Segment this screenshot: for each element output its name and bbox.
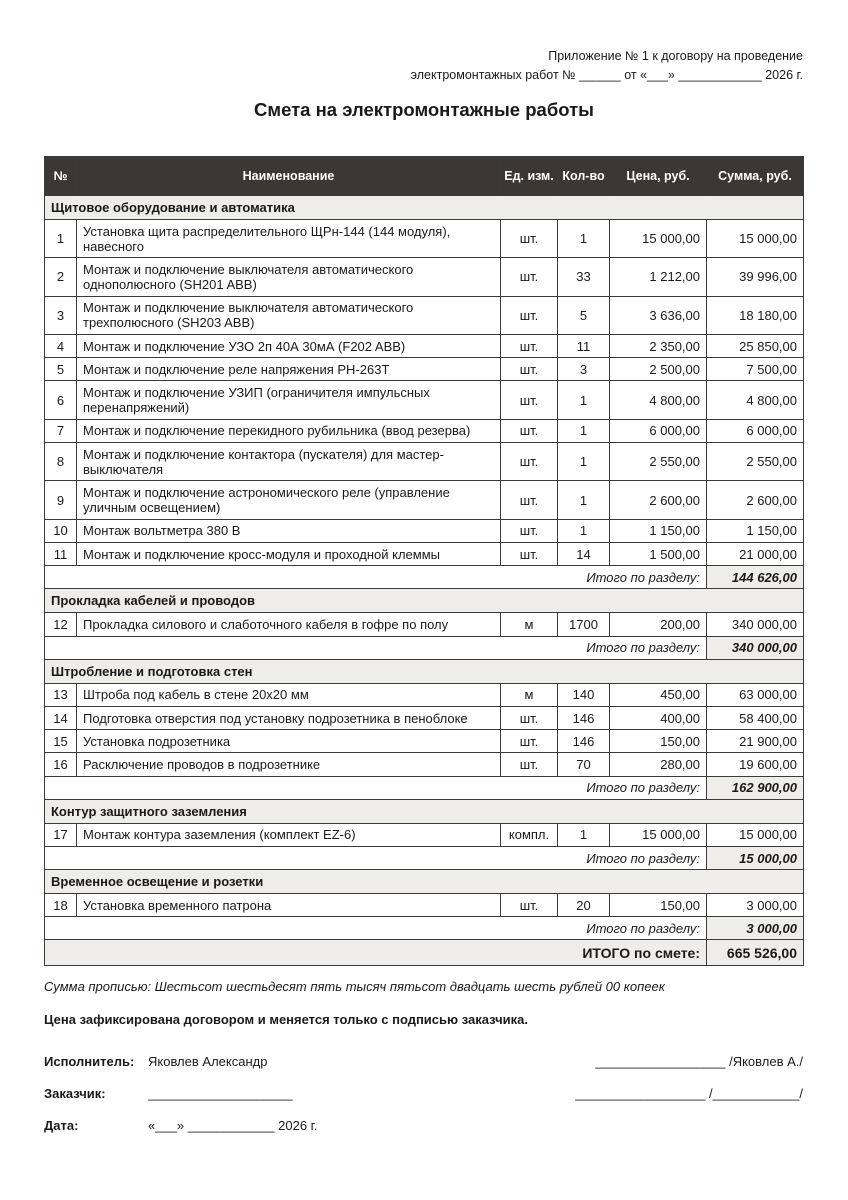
item-name: Установка временного патрона bbox=[77, 894, 501, 917]
item-number: 12 bbox=[45, 613, 77, 636]
item-unit: шт. bbox=[501, 358, 558, 381]
item-unit: компл. bbox=[501, 823, 558, 846]
item-unit: шт. bbox=[501, 381, 558, 419]
appendix-note bbox=[303, 47, 803, 85]
item-name: Монтаж и подключение реле напряжения РН-263Т bbox=[77, 358, 501, 381]
section-header-row bbox=[45, 659, 804, 683]
grand-total-value: 665 526,00 bbox=[707, 940, 804, 966]
item-quantity: 1 bbox=[558, 823, 610, 846]
item-price: 1 500,00 bbox=[610, 542, 707, 565]
section-title: Штробление и подготовка стен bbox=[45, 659, 804, 683]
estimate-table bbox=[44, 156, 804, 966]
subtotal-label: Итого по разделу: bbox=[45, 917, 707, 940]
section-title: Прокладка кабелей и проводов bbox=[45, 589, 804, 613]
table-row bbox=[45, 683, 804, 706]
section-subtotal-row bbox=[45, 917, 804, 940]
item-quantity: 70 bbox=[558, 753, 610, 776]
item-price: 280,00 bbox=[610, 753, 707, 776]
item-price: 200,00 bbox=[610, 613, 707, 636]
item-unit: шт. bbox=[501, 220, 558, 258]
subtotal-value: 162 900,00 bbox=[707, 776, 804, 799]
item-quantity: 1 bbox=[558, 220, 610, 258]
table-row bbox=[45, 706, 804, 729]
item-price: 2 600,00 bbox=[610, 481, 707, 519]
item-sum: 6 000,00 bbox=[707, 419, 804, 442]
item-number: 5 bbox=[45, 358, 77, 381]
section-title: Временное освещение и розетки bbox=[45, 870, 804, 894]
item-sum: 58 400,00 bbox=[707, 706, 804, 729]
item-price: 3 636,00 bbox=[610, 296, 707, 334]
item-quantity: 11 bbox=[558, 334, 610, 357]
item-number: 10 bbox=[45, 519, 77, 542]
subtotal-label: Итого по разделу: bbox=[45, 566, 707, 589]
item-sum: 2 550,00 bbox=[707, 443, 804, 481]
item-price: 15 000,00 bbox=[610, 823, 707, 846]
subtotal-label: Итого по разделу: bbox=[45, 776, 707, 799]
subtotal-label: Итого по разделу: bbox=[45, 636, 707, 659]
section-subtotal-row bbox=[45, 636, 804, 659]
table-row bbox=[45, 419, 804, 442]
item-name: Монтаж и подключение перекидного рубильника (ввод резерва) bbox=[77, 419, 501, 442]
item-number: 1 bbox=[45, 220, 77, 258]
table-row bbox=[45, 258, 804, 296]
subtotal-label: Итого по разделу: bbox=[45, 847, 707, 870]
item-name: Прокладка силового и слаботочного кабеля в гофре по полу bbox=[77, 613, 501, 636]
item-sum: 18 180,00 bbox=[707, 296, 804, 334]
section-title: Щитовое оборудование и автоматика bbox=[45, 196, 804, 220]
item-number: 3 bbox=[45, 296, 77, 334]
item-quantity: 20 bbox=[558, 894, 610, 917]
item-number: 15 bbox=[45, 730, 77, 753]
item-sum: 39 996,00 bbox=[707, 258, 804, 296]
item-price: 150,00 bbox=[610, 730, 707, 753]
item-price: 4 800,00 bbox=[610, 381, 707, 419]
item-name: Штроба под кабель в стене 20х20 мм bbox=[77, 683, 501, 706]
section-header-row bbox=[45, 589, 804, 613]
section-header-row bbox=[45, 870, 804, 894]
item-sum: 4 800,00 bbox=[707, 381, 804, 419]
contractor-label: Исполнитель: bbox=[44, 1054, 135, 1069]
section-header-row bbox=[45, 196, 804, 220]
item-name: Монтаж и подключение контактора (пускателя) для мастер-выключателя bbox=[77, 443, 501, 481]
customer-name-line: ____________________ bbox=[148, 1086, 293, 1101]
table-row bbox=[45, 894, 804, 917]
item-quantity: 1 bbox=[558, 381, 610, 419]
table-row bbox=[45, 220, 804, 258]
customer-signature-line: __________________ /____________/ bbox=[575, 1086, 803, 1101]
item-name: Установка щита распределительного ЩРн-144 (144 модуля), навесного bbox=[77, 220, 501, 258]
item-sum: 2 600,00 bbox=[707, 481, 804, 519]
column-header-qty: Кол-во bbox=[558, 157, 610, 196]
item-price: 450,00 bbox=[610, 683, 707, 706]
item-unit: шт. bbox=[501, 542, 558, 565]
item-price: 2 550,00 bbox=[610, 443, 707, 481]
item-number: 13 bbox=[45, 683, 77, 706]
item-quantity: 1 bbox=[558, 481, 610, 519]
estimate-body bbox=[45, 196, 804, 966]
item-unit: шт. bbox=[501, 443, 558, 481]
table-row bbox=[45, 730, 804, 753]
table-row bbox=[45, 296, 804, 334]
table-row bbox=[45, 481, 804, 519]
item-number: 2 bbox=[45, 258, 77, 296]
table-row bbox=[45, 358, 804, 381]
item-sum: 63 000,00 bbox=[707, 683, 804, 706]
document-title: Смета на электромонтажные работы bbox=[254, 99, 594, 120]
sum-in-words: Сумма прописью: Шестьсот шестьдесят пять тысяч пятьсот двадцать шесть рублей 00 копеек bbox=[44, 979, 665, 994]
item-name: Монтаж контура заземления (комплект EZ-6) bbox=[77, 823, 501, 846]
item-quantity: 146 bbox=[558, 730, 610, 753]
item-number: 14 bbox=[45, 706, 77, 729]
item-number: 11 bbox=[45, 542, 77, 565]
table-row bbox=[45, 542, 804, 565]
item-unit: шт. bbox=[501, 334, 558, 357]
item-price: 400,00 bbox=[610, 706, 707, 729]
item-number: 18 bbox=[45, 894, 77, 917]
item-name: Монтаж и подключение УЗИП (ограничителя импульсных перенапряжений) bbox=[77, 381, 501, 419]
subtotal-value: 340 000,00 bbox=[707, 636, 804, 659]
item-quantity: 5 bbox=[558, 296, 610, 334]
customer-label: Заказчик: bbox=[44, 1086, 106, 1101]
item-quantity: 140 bbox=[558, 683, 610, 706]
item-sum: 19 600,00 bbox=[707, 753, 804, 776]
date-value: «___» ____________ 2026 г. bbox=[148, 1118, 318, 1133]
item-sum: 15 000,00 bbox=[707, 823, 804, 846]
item-unit: шт. bbox=[501, 519, 558, 542]
table-row bbox=[45, 823, 804, 846]
item-unit: шт. bbox=[501, 730, 558, 753]
item-sum: 21 900,00 bbox=[707, 730, 804, 753]
item-unit: шт. bbox=[501, 753, 558, 776]
item-sum: 7 500,00 bbox=[707, 358, 804, 381]
item-unit: шт. bbox=[501, 419, 558, 442]
item-quantity: 33 bbox=[558, 258, 610, 296]
subtotal-value: 144 626,00 bbox=[707, 566, 804, 589]
item-quantity: 1 bbox=[558, 419, 610, 442]
contractor-name: Яковлев Александр bbox=[148, 1054, 268, 1069]
item-name: Установка подрозетника bbox=[77, 730, 501, 753]
grand-total-row bbox=[45, 940, 804, 966]
column-header-num: № bbox=[45, 157, 77, 196]
item-price: 1 150,00 bbox=[610, 519, 707, 542]
subtotal-value: 15 000,00 bbox=[707, 847, 804, 870]
section-subtotal-row bbox=[45, 566, 804, 589]
date-label: Дата: bbox=[44, 1118, 79, 1133]
item-price: 2 350,00 bbox=[610, 334, 707, 357]
appendix-line-2: электромонтажных работ № ______ от «___» ____________ 2026 г. bbox=[410, 68, 803, 82]
column-header-price: Цена, руб. bbox=[610, 157, 707, 196]
item-unit: шт. bbox=[501, 481, 558, 519]
column-header-name: Наименование bbox=[77, 157, 501, 196]
item-price: 15 000,00 bbox=[610, 220, 707, 258]
item-sum: 340 000,00 bbox=[707, 613, 804, 636]
item-unit: м bbox=[501, 613, 558, 636]
item-name: Монтаж и подключение астрономического реле (управление уличным освещением) bbox=[77, 481, 501, 519]
item-price: 6 000,00 bbox=[610, 419, 707, 442]
section-title: Контур защитного заземления bbox=[45, 799, 804, 823]
item-sum: 25 850,00 bbox=[707, 334, 804, 357]
item-name: Монтаж и подключение выключателя автоматического трехполюсного (SH203 ABB) bbox=[77, 296, 501, 334]
item-sum: 3 000,00 bbox=[707, 894, 804, 917]
item-unit: м bbox=[501, 683, 558, 706]
table-row bbox=[45, 381, 804, 419]
subtotal-value: 3 000,00 bbox=[707, 917, 804, 940]
table-row bbox=[45, 519, 804, 542]
item-name: Монтаж и подключение УЗО 2п 40А 30мА (F202 ABB) bbox=[77, 334, 501, 357]
contractor-signature-line: __________________ /Яковлев А./ bbox=[595, 1054, 803, 1069]
item-price: 150,00 bbox=[610, 894, 707, 917]
item-number: 7 bbox=[45, 419, 77, 442]
item-price: 1 212,00 bbox=[610, 258, 707, 296]
item-number: 6 bbox=[45, 381, 77, 419]
item-name: Монтаж и подключение кросс-модуля и проходной клеммы bbox=[77, 542, 501, 565]
section-subtotal-row bbox=[45, 776, 804, 799]
item-sum: 1 150,00 bbox=[707, 519, 804, 542]
item-unit: шт. bbox=[501, 258, 558, 296]
item-sum: 21 000,00 bbox=[707, 542, 804, 565]
section-subtotal-row bbox=[45, 847, 804, 870]
item-name: Монтаж и подключение выключателя автоматического однополюсного (SH201 ABB) bbox=[77, 258, 501, 296]
appendix-line-1: Приложение № 1 к договору на проведение bbox=[548, 49, 803, 63]
item-unit: шт. bbox=[501, 296, 558, 334]
table-row bbox=[45, 443, 804, 481]
item-number: 16 bbox=[45, 753, 77, 776]
item-quantity: 1700 bbox=[558, 613, 610, 636]
item-number: 4 bbox=[45, 334, 77, 357]
item-name: Монтаж вольтметра 380 В bbox=[77, 519, 501, 542]
item-quantity: 146 bbox=[558, 706, 610, 729]
table-header-row bbox=[45, 157, 804, 196]
item-quantity: 1 bbox=[558, 519, 610, 542]
item-sum: 15 000,00 bbox=[707, 220, 804, 258]
item-unit: шт. bbox=[501, 706, 558, 729]
grand-total-label: ИТОГО по смете: bbox=[45, 940, 707, 966]
table-row bbox=[45, 613, 804, 636]
section-header-row bbox=[45, 799, 804, 823]
item-name: Расключение проводов в подрозетнике bbox=[77, 753, 501, 776]
item-number: 9 bbox=[45, 481, 77, 519]
item-number: 17 bbox=[45, 823, 77, 846]
column-header-sum: Сумма, руб. bbox=[707, 157, 804, 196]
table-row bbox=[45, 753, 804, 776]
item-unit: шт. bbox=[501, 894, 558, 917]
item-quantity: 14 bbox=[558, 542, 610, 565]
column-header-unit: Ед. изм. bbox=[501, 157, 558, 196]
item-price: 2 500,00 bbox=[610, 358, 707, 381]
item-quantity: 1 bbox=[558, 443, 610, 481]
item-name: Подготовка отверстия под установку подрозетника в пеноблоке bbox=[77, 706, 501, 729]
price-notice: Цена зафиксирована договором и меняется только с подписью заказчика. bbox=[44, 1012, 529, 1027]
item-quantity: 3 bbox=[558, 358, 610, 381]
table-row bbox=[45, 334, 804, 357]
item-number: 8 bbox=[45, 443, 77, 481]
